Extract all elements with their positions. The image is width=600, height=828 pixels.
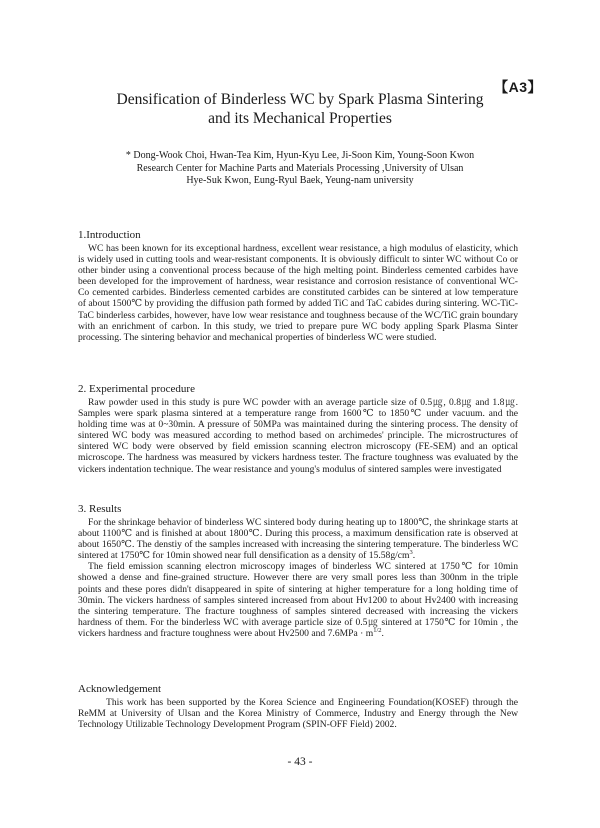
paragraph-end: . — [381, 627, 384, 639]
superscript: 1/2 — [373, 626, 382, 634]
title-line-2: and its Mechanical Properties — [208, 110, 392, 127]
introduction-section — [78, 229, 518, 343]
section-heading: 3. Results — [78, 503, 122, 515]
author-line-1: * Dong-Wook Choi, Hwan-Tea Kim, Hyun-Kyu Lee, Ji-Soon Kim, Young-Soon Kwon — [125, 150, 475, 161]
section-heading: 1.Introduction — [78, 229, 141, 241]
section-paragraph — [78, 561, 518, 639]
title-line-1: Densification of Binderless WC by Spark Plasma Sintering — [116, 91, 484, 108]
section-paragraph: WC has been known for its exceptional hardness, excellent wear resistance, a high modulus of elasticity, which is widely used in cutting tools and wear-resistant components. It is obviously difficult to sinter WC without Co or other binder using a conventional process because of the high melting point. Binderless cemented carbides have been developed for the improvement of hardness, wear resistance and corrosion resistance of conventional WC-Co cemented carbides. Binderless cemented carbides are constituted carbides can be sintered at low temperature of about 1500℃ by providing the diffusion path formed by added TiC and TaC cabides during sintering. WC-TiC-TaC binderless carbides, however, have low wear resistance and toughness because of the WC/TiC grain boundary with an enrichment of carbon. In this study, we tried to prepare pure WC body appling Spark Plasma Sinter processing. The sintering behavior and mechanical properties of binderless WC were studied. — [78, 243, 518, 343]
acknowledgement-section — [78, 683, 518, 730]
section-heading: Acknowledgement — [78, 683, 162, 695]
superscript: 3 — [409, 549, 413, 557]
paper-title — [60, 90, 540, 128]
results-section — [78, 503, 518, 639]
experimental-section — [78, 383, 518, 475]
page-number: - 43 - — [287, 756, 313, 768]
section-heading: 2. Experimental procedure — [78, 383, 195, 395]
affiliation-line: Research Center for Machine Parts and Materials Processing ,University of Ulsan — [136, 162, 464, 174]
paragraph-text: For the shrinkage behavior of binderless WC sintered body during heating up to 1800℃, the shrinkage starts at about 1100℃ and is finished at about 1800℃. During this process, a maximum densification rate is observed at about 1650℃. The denstiy of the samples increased with increasing the sintering temperature. The binderless WC sintered at 1750℃ for 10min showed near full densification as a density of 15.58g/cm — [78, 517, 518, 562]
paper-code: 【A3】 — [494, 79, 542, 95]
paragraph-text: The field emission scanning electron microscopy images of binderless WC sintered at 1750℃ for 10min showed a dense and fine-grained structure. However there are very small pores less than 300nm in the triple points and these pores didn't disappeared in spite of sintering at higher temperature for a long holding time of 30min. The vickers hardness of samples sintered increased from about Hv1200 to about Hv2400 with increasing the sintering temperature. The fracture toughness of samples sintered decreased with increasing the vickers hardness of them. For the binderless WC with average particle size of 0.5㎍ sintered at 1750℃ for 10min , the vickers hardness and fracture toughness were about Hv2500 and 7.6MPa · m — [78, 561, 518, 639]
author-line-2: Hye-Suk Kwon, Eung-Ryul Baek, Yeung-nam university — [186, 175, 414, 186]
section-paragraph: This work has been supported by the Korea Science and Engineering Foundation(KOSEF) through the ReMM at University of Ulsan and the Korea Ministry of Commerce, Industry and Energy through the New Technology Utilizable Technology Development Program (SPIN-OFF Field) 2002. — [78, 697, 518, 731]
section-paragraph: Raw powder used in this study is pure WC powder with an average particle size of 0.5㎍, 0.8㎍ and 1.8㎍. Samples were spark plasma sintered at a temperature range from 1600℃ to 1850℃ under vacuum. and the holding time was at 0~30min. A pressure of 50MPa was maintained during the sintering process. The density of sintered WC body was measured according to method based on archimedes' principle. The microstructures of sintered WC body were observed by field emission scanning electron microscopy (FE-SEM) and an optical microscope. The hardness was measured by vickers hardness tester. The fracture toughness was evaluated by the vickers indentation technique. The wear resistance and young's modulus of sintered samples were investigated — [78, 397, 518, 475]
section-paragraph — [78, 517, 518, 561]
paragraph-end: . — [412, 550, 416, 562]
author-block — [60, 150, 540, 188]
